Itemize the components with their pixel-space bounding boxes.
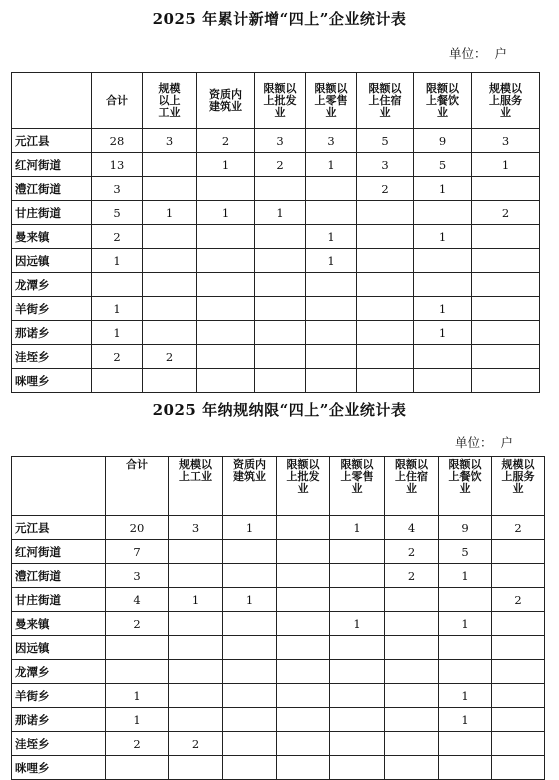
value-cell xyxy=(472,369,540,393)
value-cell xyxy=(223,636,277,660)
value-cell xyxy=(330,540,385,564)
table-row xyxy=(12,369,540,393)
value-cell xyxy=(492,636,545,660)
table2-header-row xyxy=(12,457,545,516)
value-cell: 1 xyxy=(169,588,223,612)
value-cell xyxy=(385,708,439,732)
table1-header-cell: 规模 以上 工业 xyxy=(143,73,197,129)
table2-header-cell: 限额以 上批发 业 xyxy=(277,457,330,516)
value-cell xyxy=(197,369,255,393)
value-cell xyxy=(169,564,223,588)
value-cell xyxy=(223,732,277,756)
region-name-cell: 龙潭乡 xyxy=(12,660,106,684)
value-cell: 5 xyxy=(357,129,414,153)
region-name-cell: 曼来镇 xyxy=(12,612,106,636)
value-cell xyxy=(143,321,197,345)
value-cell xyxy=(277,564,330,588)
value-cell xyxy=(277,540,330,564)
value-cell xyxy=(277,684,330,708)
value-cell: 3 xyxy=(472,129,540,153)
table2-unit: 单位： 户 xyxy=(455,435,513,450)
region-name-cell: 龙潭乡 xyxy=(12,273,92,297)
value-cell: 9 xyxy=(439,516,492,540)
value-cell xyxy=(306,273,357,297)
value-cell xyxy=(197,225,255,249)
value-cell xyxy=(277,660,330,684)
value-cell xyxy=(385,612,439,636)
value-cell xyxy=(492,732,545,756)
value-cell xyxy=(143,225,197,249)
table-row xyxy=(12,660,545,684)
table2-title: 2025 年纳规纳限“四上”企业统计表 xyxy=(152,401,407,419)
value-cell xyxy=(306,297,357,321)
table-row xyxy=(12,273,540,297)
value-cell xyxy=(385,588,439,612)
value-cell xyxy=(255,321,306,345)
value-cell xyxy=(414,249,472,273)
value-cell: 1 xyxy=(439,684,492,708)
value-cell xyxy=(169,636,223,660)
region-name-cell: 甘庄街道 xyxy=(12,201,92,225)
value-cell xyxy=(357,201,414,225)
value-cell xyxy=(169,540,223,564)
value-cell: 1 xyxy=(106,684,169,708)
value-cell: 1 xyxy=(92,321,143,345)
value-cell: 1 xyxy=(472,153,540,177)
value-cell: 1 xyxy=(306,249,357,273)
value-cell xyxy=(385,660,439,684)
value-cell: 1 xyxy=(197,153,255,177)
region-name-cell: 红河街道 xyxy=(12,153,92,177)
table-row xyxy=(12,636,545,660)
value-cell: 2 xyxy=(255,153,306,177)
value-cell xyxy=(472,273,540,297)
table-row xyxy=(12,684,545,708)
value-cell: 3 xyxy=(169,516,223,540)
value-cell: 5 xyxy=(414,153,472,177)
value-cell xyxy=(169,756,223,780)
table1-header-cell: 资质内 建筑业 xyxy=(197,73,255,129)
value-cell xyxy=(492,564,545,588)
value-cell xyxy=(277,732,330,756)
value-cell: 28 xyxy=(92,129,143,153)
value-cell xyxy=(330,732,385,756)
value-cell: 2 xyxy=(385,540,439,564)
value-cell xyxy=(385,684,439,708)
table-row xyxy=(12,249,540,273)
value-cell: 1 xyxy=(223,516,277,540)
value-cell: 9 xyxy=(414,129,472,153)
value-cell: 5 xyxy=(439,540,492,564)
value-cell: 4 xyxy=(385,516,439,540)
value-cell xyxy=(92,273,143,297)
value-cell xyxy=(439,636,492,660)
value-cell xyxy=(330,708,385,732)
table2-header-cell: 规模以 上服务 业 xyxy=(492,457,545,516)
value-cell xyxy=(277,756,330,780)
value-cell xyxy=(223,660,277,684)
table-row xyxy=(12,201,540,225)
value-cell xyxy=(357,321,414,345)
value-cell: 3 xyxy=(143,129,197,153)
table1-header-cell: 限额以 上餐饮 业 xyxy=(414,73,472,129)
value-cell: 3 xyxy=(106,564,169,588)
table-row xyxy=(12,153,540,177)
value-cell xyxy=(169,684,223,708)
region-name-cell: 羊街乡 xyxy=(12,297,92,321)
table-row xyxy=(12,708,545,732)
table-row xyxy=(12,564,545,588)
region-name-cell: 因远镇 xyxy=(12,636,106,660)
table1-header-cell: 限额以 上零售 业 xyxy=(306,73,357,129)
value-cell: 4 xyxy=(106,588,169,612)
table-row xyxy=(12,612,545,636)
value-cell: 2 xyxy=(472,201,540,225)
value-cell xyxy=(223,684,277,708)
table2-header-cell: 限额以 上餐饮 业 xyxy=(439,457,492,516)
value-cell xyxy=(472,249,540,273)
value-cell xyxy=(492,684,545,708)
value-cell xyxy=(255,225,306,249)
value-cell xyxy=(255,345,306,369)
value-cell xyxy=(143,369,197,393)
value-cell: 2 xyxy=(143,345,197,369)
value-cell: 1 xyxy=(306,153,357,177)
value-cell xyxy=(106,756,169,780)
value-cell xyxy=(223,708,277,732)
value-cell xyxy=(472,177,540,201)
value-cell xyxy=(143,273,197,297)
region-name-cell: 羊街乡 xyxy=(12,684,106,708)
value-cell xyxy=(223,540,277,564)
value-cell xyxy=(223,564,277,588)
value-cell xyxy=(492,660,545,684)
value-cell xyxy=(306,369,357,393)
value-cell xyxy=(255,369,306,393)
value-cell xyxy=(357,345,414,369)
table1 xyxy=(11,72,540,393)
value-cell: 1 xyxy=(306,225,357,249)
value-cell xyxy=(472,321,540,345)
value-cell: 1 xyxy=(92,249,143,273)
value-cell xyxy=(357,273,414,297)
value-cell: 1 xyxy=(414,177,472,201)
value-cell xyxy=(385,756,439,780)
value-cell: 1 xyxy=(414,225,472,249)
value-cell xyxy=(277,516,330,540)
value-cell: 3 xyxy=(255,129,306,153)
value-cell xyxy=(357,297,414,321)
region-name-cell: 甘庄街道 xyxy=(12,588,106,612)
value-cell xyxy=(255,249,306,273)
value-cell xyxy=(439,660,492,684)
value-cell: 1 xyxy=(92,297,143,321)
table1-title: 2025 年累计新增“四上”企业统计表 xyxy=(152,10,407,28)
value-cell xyxy=(330,564,385,588)
value-cell xyxy=(92,369,143,393)
value-cell xyxy=(197,273,255,297)
value-cell xyxy=(492,708,545,732)
value-cell xyxy=(472,225,540,249)
value-cell: 1 xyxy=(106,708,169,732)
value-cell xyxy=(197,321,255,345)
table1-header-row xyxy=(12,73,540,129)
value-cell: 1 xyxy=(330,612,385,636)
value-cell: 2 xyxy=(492,588,545,612)
value-cell: 1 xyxy=(255,201,306,225)
value-cell xyxy=(197,345,255,369)
table-row xyxy=(12,177,540,201)
value-cell: 1 xyxy=(197,201,255,225)
value-cell xyxy=(197,297,255,321)
value-cell xyxy=(197,177,255,201)
value-cell: 2 xyxy=(385,564,439,588)
value-cell: 5 xyxy=(92,201,143,225)
region-name-cell: 澧江街道 xyxy=(12,564,106,588)
value-cell xyxy=(255,297,306,321)
value-cell: 1 xyxy=(143,201,197,225)
region-name-cell: 那诺乡 xyxy=(12,321,92,345)
table2-header-cell: 限额以 上住宿 业 xyxy=(385,457,439,516)
value-cell: 7 xyxy=(106,540,169,564)
region-name-cell: 红河街道 xyxy=(12,540,106,564)
value-cell xyxy=(106,660,169,684)
region-name-cell: 那诺乡 xyxy=(12,708,106,732)
value-cell xyxy=(492,540,545,564)
value-cell xyxy=(330,588,385,612)
value-cell xyxy=(330,756,385,780)
value-cell xyxy=(277,588,330,612)
value-cell: 2 xyxy=(92,345,143,369)
value-cell xyxy=(306,345,357,369)
value-cell: 2 xyxy=(169,732,223,756)
value-cell xyxy=(223,756,277,780)
value-cell xyxy=(143,177,197,201)
table2-header-cell: 限额以 上零售 业 xyxy=(330,457,385,516)
value-cell xyxy=(223,612,277,636)
value-cell xyxy=(169,708,223,732)
value-cell xyxy=(357,225,414,249)
table2 xyxy=(11,456,545,780)
table1-header-cell: 规模以 上服务 业 xyxy=(472,73,540,129)
value-cell xyxy=(306,321,357,345)
region-name-cell: 洼垤乡 xyxy=(12,732,106,756)
value-cell xyxy=(306,177,357,201)
value-cell xyxy=(330,660,385,684)
value-cell xyxy=(414,273,472,297)
value-cell xyxy=(472,345,540,369)
value-cell: 2 xyxy=(492,516,545,540)
value-cell xyxy=(414,201,472,225)
value-cell xyxy=(106,636,169,660)
region-name-cell: 咪哩乡 xyxy=(12,369,92,393)
region-name-cell: 因远镇 xyxy=(12,249,92,273)
value-cell xyxy=(143,297,197,321)
table1-header-cell xyxy=(12,73,92,129)
table-row xyxy=(12,297,540,321)
table1-header-cell: 合计 xyxy=(92,73,143,129)
table-row xyxy=(12,540,545,564)
value-cell xyxy=(385,636,439,660)
region-name-cell: 澧江街道 xyxy=(12,177,92,201)
value-cell xyxy=(169,612,223,636)
value-cell: 3 xyxy=(306,129,357,153)
value-cell: 1 xyxy=(439,564,492,588)
value-cell xyxy=(357,369,414,393)
value-cell xyxy=(385,732,439,756)
table1-unit: 单位： 户 xyxy=(449,46,507,61)
value-cell: 3 xyxy=(92,177,143,201)
value-cell: 1 xyxy=(439,708,492,732)
value-cell: 1 xyxy=(223,588,277,612)
table2-header-cell: 资质内 建筑业 xyxy=(223,457,277,516)
value-cell xyxy=(306,201,357,225)
region-name-cell: 元江县 xyxy=(12,516,106,540)
value-cell: 1 xyxy=(414,297,472,321)
table2-header-cell: 合计 xyxy=(106,457,169,516)
value-cell: 1 xyxy=(414,321,472,345)
value-cell xyxy=(439,588,492,612)
value-cell xyxy=(169,660,223,684)
region-name-cell: 元江县 xyxy=(12,129,92,153)
value-cell xyxy=(492,756,545,780)
value-cell xyxy=(414,345,472,369)
table1-header-cell: 限额以 上住宿 业 xyxy=(357,73,414,129)
value-cell xyxy=(277,612,330,636)
value-cell: 2 xyxy=(197,129,255,153)
value-cell xyxy=(143,153,197,177)
value-cell: 3 xyxy=(357,153,414,177)
value-cell: 2 xyxy=(357,177,414,201)
table-row xyxy=(12,732,545,756)
value-cell: 1 xyxy=(330,516,385,540)
table-row xyxy=(12,588,545,612)
region-name-cell: 曼来镇 xyxy=(12,225,92,249)
value-cell: 13 xyxy=(92,153,143,177)
value-cell xyxy=(357,249,414,273)
value-cell: 2 xyxy=(106,732,169,756)
value-cell xyxy=(330,636,385,660)
value-cell xyxy=(197,249,255,273)
table-row xyxy=(12,129,540,153)
value-cell xyxy=(255,177,306,201)
table2-header-cell: 规模以 上工业 xyxy=(169,457,223,516)
value-cell xyxy=(439,732,492,756)
table-row xyxy=(12,345,540,369)
region-name-cell: 洼垤乡 xyxy=(12,345,92,369)
value-cell: 2 xyxy=(106,612,169,636)
value-cell xyxy=(143,249,197,273)
table-row xyxy=(12,516,545,540)
value-cell xyxy=(439,756,492,780)
value-cell: 2 xyxy=(92,225,143,249)
value-cell xyxy=(330,684,385,708)
table1-header-cell: 限额以 上批发 业 xyxy=(255,73,306,129)
table-row xyxy=(12,225,540,249)
region-name-cell: 咪哩乡 xyxy=(12,756,106,780)
table2-header-cell xyxy=(12,457,106,516)
value-cell: 1 xyxy=(439,612,492,636)
value-cell xyxy=(472,297,540,321)
value-cell xyxy=(277,636,330,660)
value-cell xyxy=(414,369,472,393)
value-cell xyxy=(277,708,330,732)
value-cell: 20 xyxy=(106,516,169,540)
table-row xyxy=(12,756,545,780)
value-cell xyxy=(255,273,306,297)
value-cell xyxy=(492,612,545,636)
table-row xyxy=(12,321,540,345)
